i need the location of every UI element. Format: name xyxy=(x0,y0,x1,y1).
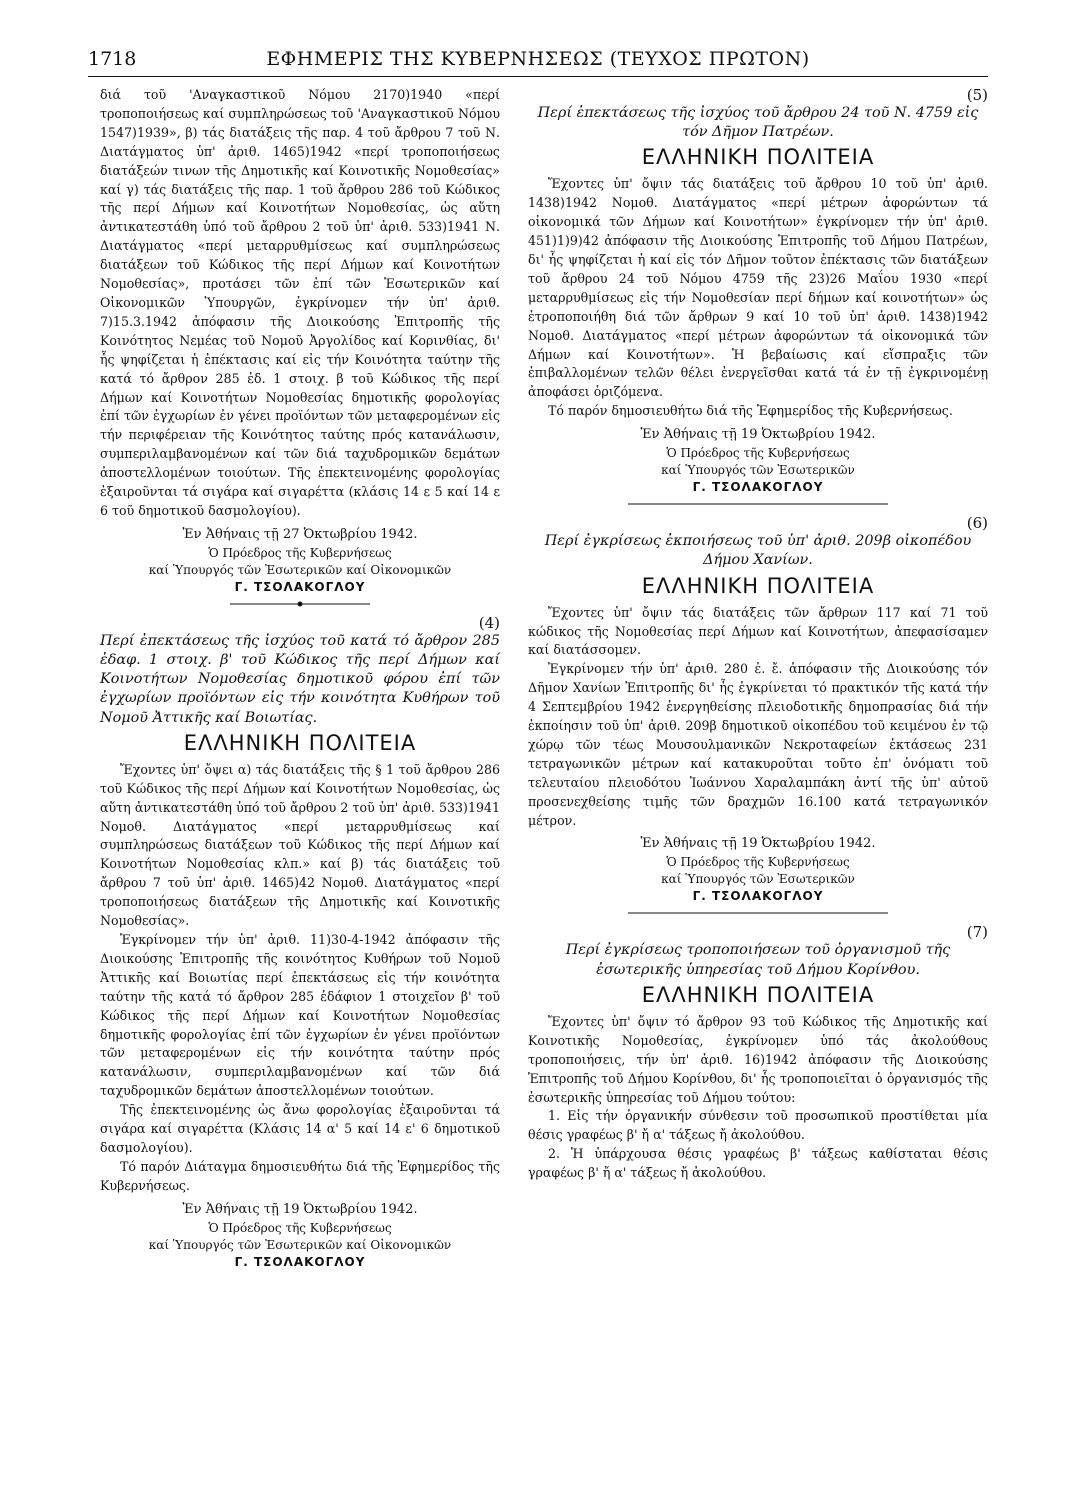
decree-number: (7) xyxy=(966,923,988,942)
signatory-title: Ὁ Πρόεδρος τῆς Κυβερνήσεως xyxy=(666,855,850,870)
decree-list-item: 1. Εἰς τήν ὀργανικήν σύνθεσιν τοῦ προσωπικοῦ προστίθεται μία θέσις γραφέως β' ἤ α' τάξεως ἤ ἀκολούθου. xyxy=(528,1108,988,1143)
intro-paragraph: διά τοῦ 'Αναγκαστικοῦ Νόμου 2170)1940 «περί τροποποιήσεως καί συμπληρώσεως τοῦ 'Αναγκαστικοῦ Νόμου 1547)1939», β) τάς διατάξεις τῆς παρ. 4 τοῦ ἄρθρου 7 τοῦ Ν. Διατάγματος ὑπ' ἀριθ. 1465)1942 «περί τροποποιήσεως διατάξεών τινων τῆς Δημοτικῆς καί Κοινοτικῆς Νομοθεσίας» καί γ) τάς διατάξεις τῆς παρ. 1 τοῦ ἄρθρου 286 τοῦ Κώδικος τῆς περί Δήμων καί Κοινοτήτων Νομοθεσίας, ὡς αὕτη ἀντικατεστάθη ὑπό τοῦ ἄρθρου 2 τοῦ ὑπ' ἀριθ. 533)1941 Ν. Διατάγματος «περί μεταρρυθμίσεως καί συμπληρώσεως διατάξεων τοῦ Κώδικος τῆς περί Δήμων καί Κοινοτήτων Νομοθεσίας», προτάσει τῶν ἐπί τῶν Ἐσωτερικῶν καί Οἰκονομικῶν Ὑπουργῶν, ἐγκρίνομεν τήν ὑπ' ἀριθ. 7)15.3.1942 ἀπόφασιν τῆς Διοικούσης Ἐπιτροπῆς τῆς Κοινότητος Νεμέας τοῦ Νομοῦ Ἀργολίδος καί Κορινθίας, δι' ἧς ψηφίζεται ἡ ἐπέκτασις καί εἰς τήν Κοινότητα ταύτην τῆς κατά τό ἄρθρον 285 ἐδ. 1 στοιχ. β τοῦ Κώδικος τῆς περί Δήμων καί Κοινοτήτων Νομοθεσίας δημοτικῆς φορολογίας ἐπί τῶν ἐγχωρίων ἐν γένει προϊόντων τῶν μεταφερομένων εἰς τήν περιφέρειαν τῆς Κοινότητος ταύτης πρός κατανάλωσιν, συμπεριλαμβανομένων καί τῶν διά ταχυδρομικῶν δεμάτων ἀποστελλομένων τοιούτων. Τῆς ἐπεκτεινομένης φορολογίας ἐξαιροῦνται τά σιγάρα καί σιγαρέττα (κλάσις 14 ε 5 καί 14 ε 6 τοῦ δημοτικοῦ δασμολογίου). xyxy=(100,87,500,518)
page-header xyxy=(88,46,988,80)
separator-ornament xyxy=(230,600,370,608)
decree-paragraph: Ἔχοντες ὑπ' ὄψιν τό ἄρθρον 93 τοῦ Κώδικος τῆς Δημοτικῆς καί Κοινοτικῆς Νομοθεσίας, ἐγκρίνομεν ὑπό τάς ἀκολούθους τροποποιήσεις, τήν ὑπ' ἀριθ. 16)1942 ἀπόφασιν τῆς Διοικούσης Ἐπιτροπῆς τοῦ Δήμου Κορίνθου, δι' ἧς τροποποιεῖται ὁ ὀργανισμός τῆς ἐσωτερικῆς ὑπηρεσίας τοῦ Δήμου τούτου: xyxy=(528,1013,988,1105)
signatory-name: Γ. ΤΣΟΛΑΚΟΓΛΟΥ xyxy=(692,889,824,904)
decree-number: (6) xyxy=(966,514,988,533)
decree-paragraph: Ἔχοντες ὑπ' ὄψιν τάς διατάξεις τοῦ ἄρθρου 10 τοῦ ὑπ' ἀριθ. 1438)1942 Νομοθ. Διατάγματος «περί μέτρων ἀφορώντων τά οἰκονομικά τῶν Δήμων καί Κοινοτήτων» ἐγκρίνομεν τήν ὑπ' ἀριθ. 451)1)9)42 ἀπόφασιν τῆς Διοικούσης Ἐπιτροπῆς τοῦ Δήμου Πατρέων, δι' ἧς ψηφίζεται ἡ καί εἰς τόν Δῆμον τοῦτον ἐπέκτασις τῶν διατάξεων τοῦ ἄρθρου 24 τοῦ Νόμου 4759 τῆς 23)26 Μαΐου 1930 «περί μεταρρυθμίσεως εἰς τήν Νομοθεσίαν περί δήμων καί κοινοτήτων» ὡς ἐτροποποιήθη διά τῶν ἄρθρων 9 καί 10 τοῦ ὑπ' ἀριθ. 1438)1942 Νομοθ. Διατάγματος «περί μέτρων ἀφορώντων τά οἰκονομικά τῶν Δήμων καί Κοινοτήτων». Ἡ βεβαίωσις καί εἴσπραξις τῶν ἐπιβαλλομένων τελῶν θέλει ἐνεργεῖσθαι κατά τά ἐν τῇ ἐγκρινομένῃ ἀποφάσει ὁριζόμενα. xyxy=(528,176,988,400)
separator-line xyxy=(628,909,888,917)
signatory-ministry: καί Ὑπουργός τῶν Ἐσωτερικῶν καί Οἰκονομικῶν xyxy=(148,1237,452,1252)
signatory-ministry: καί Ὑπουργός τῶν Ἐσωτερικῶν καί Οἰκονομικῶν xyxy=(148,562,452,577)
signatory-name: Γ. ΤΣΟΛΑΚΟΓΛΟΥ xyxy=(234,579,366,594)
decree-paragraph: Τό παρόν Διάταγμα δημοσιευθήτω διά τῆς Ἐφημερίδος τῆς Κυβερνήσεως. xyxy=(100,1158,500,1193)
decree-paragraph: Τό παρόν δημοσιευθήτω διά τῆς Ἐφημερίδος τῆς Κυβερνήσεως. xyxy=(548,403,953,419)
decree-subject: Περί ἐπεκτάσεως τῆς ἰσχύος τοῦ ἄρθρου 24 τοῦ Ν. 4759 εἰς τόν Δῆμον Πατρέων. xyxy=(537,105,979,141)
decree-paragraph: Τῆς ἐπεκτεινομένης ὡς ἄνω φορολογίας ἐξαιροῦνται τά σιγάρα καί σιγαρέττα (Κλάσις 14 α' 5 καί 14 ε' 6 δημοτικοῦ δασμολογίου). xyxy=(100,1102,500,1155)
decree-subject: Περί ἐπεκτάσεως τῆς ἰσχύος τοῦ κατά τό ἄρθρον 285 ἐδαφ. 1 στοιχ. β' τοῦ Κώδικος τῆς περί Δήμων καί Κοινοτήτων Νομοθεσίας δημοτικοῦ φόρου ἐπί τῶν ἐγχωρίων προϊόντων εἰς τήν κοινότητα Κυθήρων τοῦ Νομοῦ Ἀττικῆς καί Βοιωτίας. xyxy=(100,632,500,726)
signatory-ministry: καί Ὑπουργός τῶν Ἐσωτερικῶν xyxy=(661,463,855,478)
place-date: Ἐν Ἀθήναις τῇ 19 Ὀκτωβρίου 1942. xyxy=(640,836,876,852)
separator-line xyxy=(628,500,888,508)
decree-paragraph: Ἔχοντες ὑπ' ὄψει α) τάς διατάξεις τῆς § 1 τοῦ ἄρθρου 286 τοῦ Κώδικος τῆς περί Δήμων καί Κοινοτήτων Νομοθεσίας, ὡς αὕτη ἀντικατεστάθη ὑπό τοῦ ἄρθρου 2 τοῦ ὑπ' ἀριθ. 533)1941 Νομοθ. Διατάγματος «περί μεταρρυθμίσεως καί συμπληρώσεως διατάξεων τοῦ Κώδικος τῆς περί Δήμων καί Κοινοτήτων Νομοθεσίας κλπ.» καί β) τάς διατάξεις τοῦ ἄρθρου 7 τοῦ ὑπ' ἀριθ. 1465)42 Νομοθ. Διατάγματος «περί τροποποιήσεως διατάξεων τῆς Δημοτικῆς καί Κοινοτικῆς Νομοθεσίας». xyxy=(100,761,500,929)
decree-paragraph: Ἐγκρίνομεν τήν ὑπ' ἀριθ. 11)30-4-1942 ἀπόφασιν τῆς Διοικούσης Ἐπιτροπῆς τῆς κοινότητος Κυθήρων τοῦ Νομοῦ Ἀττικῆς καί Βοιωτίας περί ἐπεκτάσεως εἰς τήν κοινότητα ταύτην τῆς κατά τό ἄρθρον 285 ἐδάφιον 1 στοιχεῖον β' τοῦ Κώδικος τῆς περί Δήμων καί Κοινοτήτων Νομοθεσίας δημοτικῆς φορολογίας ἐπί τῶν ἐγχωρίων ἐν γένει προϊόντων τῶν μεταφερομένων εἰς τήν κοινότητα ταύτην πρός κατανάλωσιν, συμπεριλαμβανομένων καί τῶν διά ταχυδρομικῶν δεμάτων ἀποστελλομένων τοιούτων. xyxy=(100,932,500,1099)
gazette-title: ΕΦΗΜΕΡΙΣ ΤΗΣ ΚΥΒΕΡΝΗΣΕΩΣ (ΤΕΥΧΟΣ ΠΡΩΤΟΝ) xyxy=(266,48,810,70)
place-date: Ἐν Ἀθήναις τῇ 19 Ὀκτωβρίου 1942. xyxy=(182,1201,418,1217)
decree-subject: Περί ἐγκρίσεως ἐκποιήσεως τοῦ ὑπ' ἀριθ. 209β οἰκοπέδου Δήμου Χανίων. xyxy=(544,533,972,569)
right-column xyxy=(528,86,988,1183)
signatory-name: Γ. ΤΣΟΛΑΚΟΓΛΟΥ xyxy=(234,1254,366,1269)
decree-subject: Περί ἐγκρίσεως τροποποιήσεων τοῦ ὀργανισμοῦ τῆς ἐσωτερικῆς ὑπηρεσίας τοῦ Δήμου Κορίνθου. xyxy=(565,942,951,978)
signatory-ministry: καί Ὑπουργός τῶν Ἐσωτερικῶν xyxy=(661,872,855,887)
decree-number: (5) xyxy=(966,86,988,104)
signatory-title: Ὁ Πρόεδρος τῆς Κυβερνήσεως xyxy=(666,446,850,461)
decree-heading: ΕΛΛΗΝΙΚΗ ΠΟΛΙΤΕΙΑ xyxy=(641,982,875,1007)
left-column xyxy=(100,86,500,1271)
decree-heading: ΕΛΛΗΝΙΚΗ ΠΟΛΙΤΕΙΑ xyxy=(183,730,417,755)
header-rule xyxy=(88,76,988,77)
signatory-title: Ὁ Πρόεδρος τῆς Κυβερνήσεως xyxy=(208,545,392,560)
place-date: Ἐν Ἀθήναις τῇ 27 Ὀκτωβρίου 1942. xyxy=(182,526,418,542)
decree-paragraph: Ἐγκρίνομεν τήν ὑπ' ἀριθ. 280 ἐ. ἔ. ἀπόφασιν τῆς Διοικούσης τόν Δῆμον Χανίων Ἐπιτροπῆς δι' ἧς ἐγκρίνεται τό πρακτικόν τῆς κατά τήν 4 Σεπτεμβρίου 1942 ἐνεργηθείσης πλειοδοτικῆς δημοπρασίας διά τήν ἐκποίησιν τοῦ ὑπ' ἀριθ. 209β δημοτικοῦ οἰκοπέδου τοῦ κειμένου ἐν τῷ χώρῳ τῶν τέως Μουσουλμανικῶν Νεκροταφείων ἐκτάσεως 231 τετραγωνικῶν μέτρων καί κατακυροῦται τοῦτο ἐπ' ὀνόματι τοῦ τελευταίου πλειοδότου Ἰωάννου Χαραλαμπάκη ἀντί τῆς ὑπ' αὐτοῦ προσενεχθείσης τιμῆς τῶν δραχμῶν 16.100 κατά τετραγωνικόν μέτρον. xyxy=(528,661,988,828)
decree-number: (4) xyxy=(478,613,500,632)
page-number: 1718 xyxy=(88,48,137,70)
signatory-name: Γ. ΤΣΟΛΑΚΟΓΛΟΥ xyxy=(692,480,824,495)
signatory-title: Ὁ Πρόεδρος τῆς Κυβερνήσεως xyxy=(208,1220,392,1235)
decree-list-item: 2. Ἡ ὑπάρχουσα θέσις γραφέως β' τάξεως καθίσταται θέσις γραφέως β' ἤ α' τάξεως ἤ ἀκολούθου. xyxy=(528,1146,988,1181)
decree-heading: ΕΛΛΗΝΙΚΗ ΠΟΛΙΤΕΙΑ xyxy=(641,573,875,598)
decree-paragraph: Ἔχοντες ὑπ' ὄψιν τάς διατάξεις τῶν ἄρθρων 117 καί 71 τοῦ κώδικος τῆς Νομοθεσίας περί Δήμων καί Κοινοτήτων, ἀπεφασίσαμεν καί διατάσσομεν. xyxy=(528,604,988,658)
place-date: Ἐν Ἀθήναις τῇ 19 Ὀκτωβρίου 1942. xyxy=(640,427,876,443)
decree-heading: ΕΛΛΗΝΙΚΗ ΠΟΛΙΤΕΙΑ xyxy=(641,145,875,170)
